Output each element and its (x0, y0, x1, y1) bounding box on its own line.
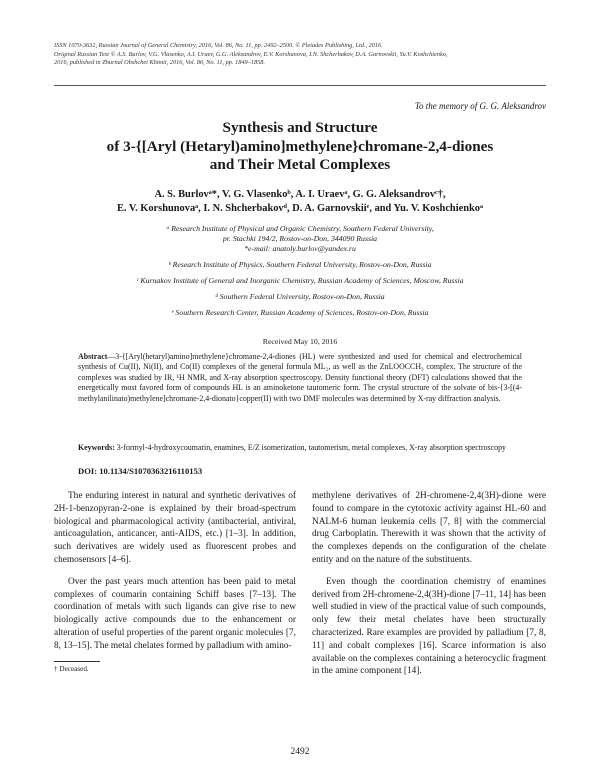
keywords-label: Keywords: (78, 443, 115, 452)
author-list (40, 188, 560, 216)
header-rule (54, 85, 546, 86)
affiliation-b: ᵇ Research Institute of Physics, Southern Federal University, Rostov-on-Don, Russia (168, 260, 432, 269)
body-column-right (312, 490, 546, 687)
body-column-left (54, 490, 296, 662)
title-line-3: and Their Metal Complexes (209, 156, 391, 174)
keywords (78, 443, 522, 453)
doi[interactable]: DOI: 10.1134/S1070363216110153 (78, 466, 203, 476)
abstract-text: —3-{[Aryl(hetaryl)amino]methylene}chromane-2,4-diones (HL) were synthesized and used for chemical and electrochemical synthesis of Cu(II), Ni(II), and Co(II) complexes of the general formula ML₂, as well as the ZnLOOCCH₃ complex. The structure of the complexes was studied by IR, ¹H NMR, and X-ray absorption spectroscopy. Density functional theory (DFT) calculations showed that the energetically most favored form of compounds HL is an aminoketone tautomeric form. The crystal structure of the solvate of bis-{3-[(4-methylanilinato)methylene]chromane-2,4-dionato}copper(II) with two DMF molecules was determined by X-ray diffraction analysis. (78, 352, 522, 403)
dedication: To the memory of G. G. Aleksandrov (414, 101, 546, 111)
body-paragraph: Even though the coordination chemistry of enamines derived from 2H-chromene-2,4(3H)-dione [7–11, 14] has been well studied in view of the practical value of such compounds, only few their metal chelates have been structurally characterized. Rare examples are provided by palladium [7, 8, 11] and cobalt complexes [16]. Scarce information is also available on the complexes containing a heterocyclic fragment in the amine component [14]. (312, 576, 546, 677)
affiliations (40, 224, 560, 318)
body-paragraph: methylene derivatives of 2H-chromene-2,4(3H)-dione were found to compare in the cytotoxic activity against HL-60 and NALM-6 human leukemia cells [7, 8] with the commercial drug Carboplatin. Therewith it was shown that the activity of the complexes depends on the configuration of the chelate entity and on the nature of the substituents. (312, 491, 546, 565)
affiliation-a-line-2: pr. Stachki 194/2, Rostov-on-Don, 344090 Russia (222, 234, 378, 243)
journal-header (54, 42, 554, 68)
abstract-label: Abstract (78, 352, 108, 361)
affiliation-e: ᵉ Southern Research Center, Russian Academy of Sciences, Rostov-on-Don, Russia (171, 308, 429, 317)
keywords-text: 3-formyl-4-hydroxycoumarin, enamines, E/Z isomerization, tautomerism, metal complexes, X-ray absorption spectroscopy (114, 443, 506, 452)
header-line-2: Original Russian Text © A.S. Burlov, V.G. Vlasenko, A.I. Uraev, G.G. Aleksandrov, E.V. Korshunova, I.N. Shcherbakov, D.A. Garnovskii, Yu.V. Koshchienko, (54, 50, 448, 58)
body-paragraph: The enduring interest in natural and synthetic derivatives of 2H-1-benzopyran-2-one is explained by their broad-spectrum biological and pharmacological activity (antibacterial, antiviral, anticoagulation, anticancer, anti-AIDS, etc.) [1–3]. In addition, such derivatives are widely used as fluorescent probes and chemosensors [4–6]. (54, 491, 296, 565)
affiliation-d: ᵈ Southern Federal University, Rostov-on-Don, Russia (215, 292, 385, 301)
title-line-2: of 3-{[Aryl (Hetaryl)amino]methylene}chromane-2,4-diones (106, 137, 494, 155)
header-line-3: 2016, published in Zhurnal Obshchei Khimii, 2016, Vol. 86, No. 11, pp. 1849–1858. (54, 59, 266, 67)
title-line-1: Synthesis and Structure (222, 119, 378, 136)
authors-line-1: A. S. Burlovᵃ*, V. G. Vlasenkoᵇ, A. I. Uraevᵃ, G. G. Aleksandrovᶜ†, (154, 189, 446, 200)
page-number: 2492 (290, 747, 310, 757)
article-title (40, 119, 560, 175)
body-paragraph: Over the past years much attention has been paid to metal complexes of coumarin containing Schiff bases [7–13]. The coordination of metals with such ligands can give rise to new biologically active compounds due to the enhancement or alteration of useful properties of the parent organic molecules [7, 8, 13–15]. The metal chelates formed by palladium with amino- (54, 576, 296, 651)
received-date: Received May 10, 2016 (262, 337, 338, 346)
footnote: † Deceased. (54, 665, 89, 673)
header-line-1: ISSN 1070-3632, Russian Journal of General Chemistry, 2016, Vol. 86, No. 11, pp. 2492–2500. © Pleiades Publishing, Ltd., 2016. (54, 42, 383, 49)
affiliation-a-line-1: ᵃ Research Institute of Physical and Organic Chemistry, Southern Federal University, (166, 224, 434, 233)
authors-line-2: E. V. Korshunovaᵃ, I. N. Shcherbakovᵈ, D. A. Garnovskiiᵉ, and Yu. V. Koshchienkoᵃ (116, 203, 484, 214)
abstract (78, 352, 522, 404)
affiliation-c: ᶜ Kurnakov Institute of General and Inorganic Chemistry, Russian Academy of Sciences, Moscow, Russia (136, 276, 464, 285)
corresponding-email[interactable]: *e-mail: anatoly.burlov@yandex.ru (244, 244, 356, 253)
footnote-rule (54, 661, 100, 662)
